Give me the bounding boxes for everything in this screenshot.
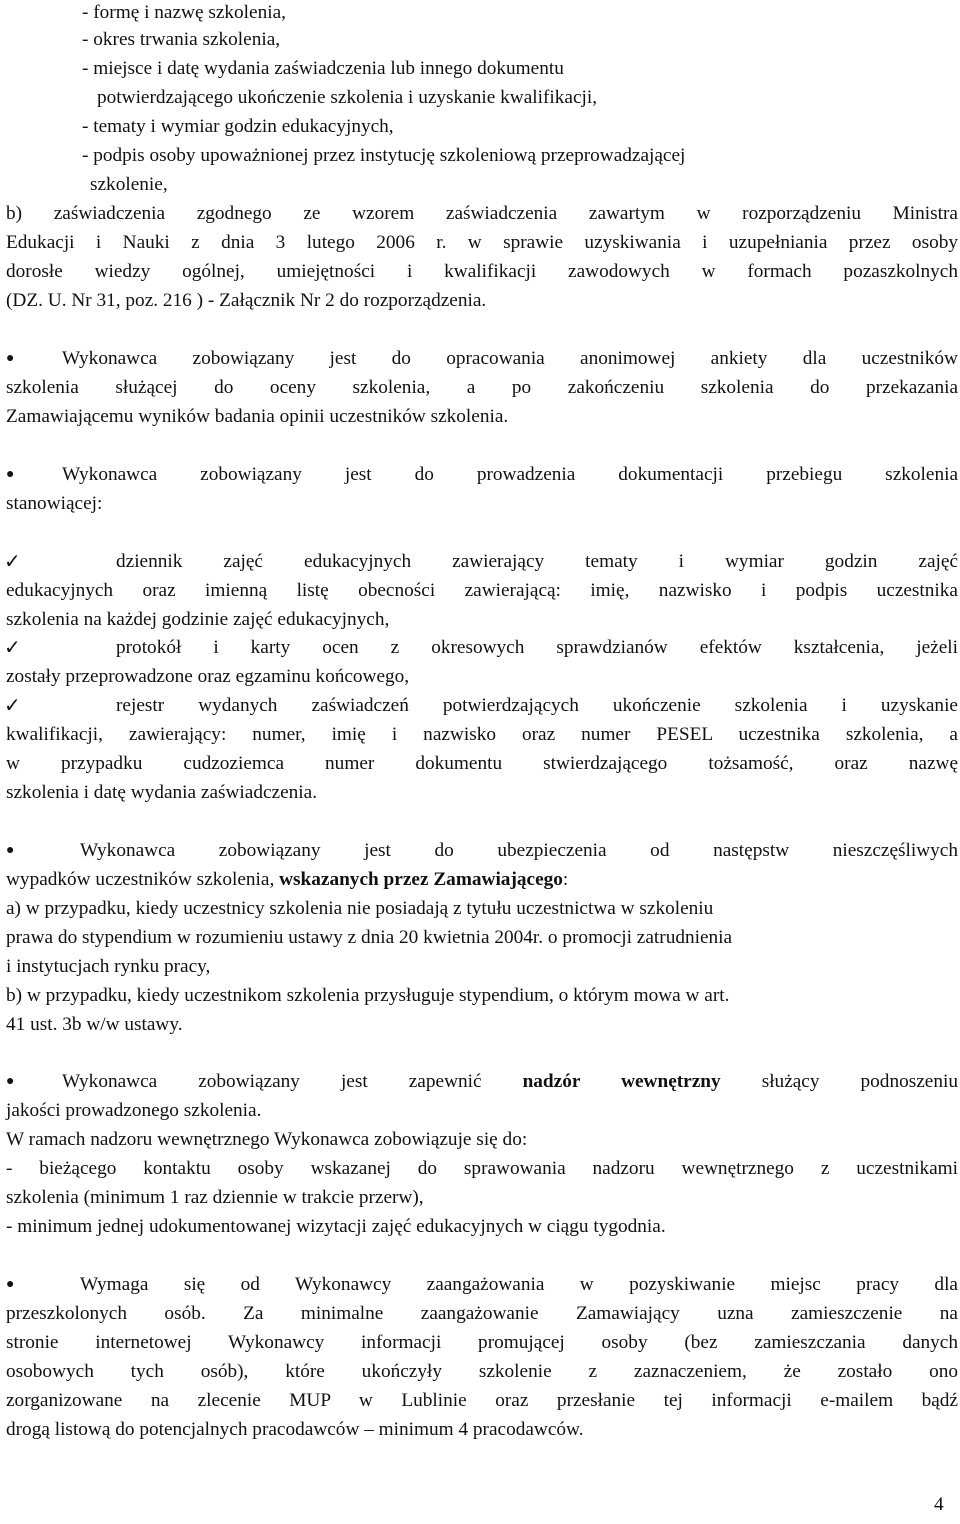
bold-text: wskazanych przez Zamawiającego	[279, 869, 563, 890]
text-span: wypadków uczestników szkolenia,	[6, 869, 280, 890]
paragraph-line: drogą listową do potencjalnych pracodawców – minimum 4 pracodawców.	[6, 1419, 584, 1440]
paragraph-line: Wykonawca zobowiązany jest do ubezpieczenia od następstw nieszczęśliwych	[80, 840, 958, 861]
text-span: Wykonawca zobowiązany jest zapewnić	[62, 1071, 523, 1092]
paragraph-line: kwalifikacji, zawierający: numer, imię i nazwisko oraz numer PESEL uczestnika szkolenia, a	[6, 724, 958, 745]
paragraph-line: Edukacji i Nauki z dnia 3 lutego 2006 r. w sprawie uzyskiwania i uzupełniania przez osoby	[6, 232, 958, 253]
paragraph-line: (DZ. U. Nr 31, poz. 216 ) - Załącznik Nr 2 do rozporządzenia.	[6, 290, 487, 311]
bold-text: nadzór wewnętrzny	[522, 1071, 721, 1092]
paragraph-line: dorosłe wiedzy ogólnej, umiejętności i kwalifikacji zawodowych w formach pozaszkolnych	[6, 261, 958, 282]
paragraph-line	[6, 867, 568, 893]
list-item: - formę i nazwę szkolenia,	[82, 2, 286, 23]
list-item: - okres trwania szkolenia,	[82, 29, 281, 50]
list-item-continuation: szkolenie,	[90, 174, 168, 195]
paragraph-line: przeszkolonych osób. Za minimalne zaangażowanie Zamawiający uzna zamieszczenie na	[6, 1303, 958, 1324]
paragraph-line: - minimum jednej udokumentowanej wizytacji zajęć edukacyjnych w ciągu tygodnia.	[6, 1216, 666, 1237]
bullet-icon: ●	[6, 1277, 15, 1292]
paragraph-line: Zamawiającemu wyników badania opinii uczestników szkolenia.	[6, 406, 509, 427]
paragraph-line: zorganizowane na zlecenie MUP w Lublinie oraz przesłanie tej informacji e-mailem bądź	[6, 1390, 958, 1411]
bullet-icon: ●	[6, 351, 15, 366]
paragraph-line: 41 ust. 3b w/w ustawy.	[6, 1014, 183, 1035]
list-item: - miejsce i datę wydania zaświadczenia lub innego dokumentu	[82, 58, 564, 79]
paragraph-line: - bieżącego kontaktu osoby wskazanej do sprawowania nadzoru wewnętrznego z uczestnikami	[6, 1158, 958, 1179]
bullet-icon: ●	[6, 843, 15, 858]
list-item-continuation: potwierdzającego ukończenie szkolenia i uzyskanie kwalifikacji,	[97, 87, 598, 108]
paragraph-line: dziennik zajęć edukacyjnych zawierający tematy i wymiar godzin zajęć	[116, 551, 958, 572]
paragraph-line: Wykonawca zobowiązany jest do opracowania anonimowej ankiety dla uczestników	[62, 348, 958, 369]
list-item: - tematy i wymiar godzin edukacyjnych,	[82, 116, 394, 137]
text-span: służący podnoszeniu	[720, 1071, 958, 1092]
checkmark-icon: ✓	[4, 635, 21, 659]
paragraph-line: prawa do stypendium w rozumieniu ustawy z dnia 20 kwietnia 2004r. o promocji zatrudnienia	[6, 927, 733, 948]
paragraph-line: szkolenia i datę wydania zaświadczenia.	[6, 782, 318, 803]
paragraph-line: jakości prowadzonego szkolenia.	[6, 1100, 262, 1121]
paragraph-line: rejestr wydanych zaświadczeń potwierdzających ukończenie szkolenia i uzyskanie	[116, 695, 958, 716]
list-item: - podpis osoby upoważnionej przez instytucję szkoleniową przeprowadzającej	[82, 145, 686, 166]
paragraph-line: protokół i karty ocen z okresowych sprawdzianów efektów kształcenia, jeżeli	[116, 637, 958, 658]
paragraph-line: szkolenia (minimum 1 raz dziennie w trakcie przerw),	[6, 1187, 424, 1208]
bullet-icon: ●	[6, 467, 15, 482]
bullet-icon: ●	[6, 1074, 15, 1089]
page-number: 4	[934, 1494, 944, 1515]
paragraph-line: osobowych tych osób), które ukończyły szkolenie z zaznaczeniem, że zostało ono	[6, 1361, 958, 1382]
paragraph-line: w przypadku cudzoziemca numer dokumentu stwierdzającego tożsamość, oraz nazwę	[6, 753, 958, 774]
paragraph-line: szkolenia służącej do oceny szkolenia, a po zakończeniu szkolenia do przekazania	[6, 377, 958, 398]
paragraph-line: Wymaga się od Wykonawcy zaangażowania w pozyskiwanie miejsc pracy dla	[80, 1274, 958, 1295]
paragraph-line: Wykonawca zobowiązany jest do prowadzenia dokumentacji przebiegu szkolenia	[62, 464, 958, 485]
paragraph-line: a) w przypadku, kiedy uczestnicy szkolenia nie posiadają z tytułu uczestnictwa w szkoleniu	[6, 898, 714, 919]
text-span: :	[562, 869, 569, 890]
paragraph-line: b) w przypadku, kiedy uczestnikom szkolenia przysługuje stypendium, o którym mowa w art.	[6, 985, 730, 1006]
paragraph-line: zostały przeprowadzone oraz egzaminu końcowego,	[6, 666, 410, 687]
paragraph-line: i instytucjach rynku pracy,	[6, 956, 211, 977]
paragraph-line: szkolenia na każdej godzinie zajęć edukacyjnych,	[6, 609, 390, 630]
paragraph-line	[62, 1069, 958, 1095]
checkmark-icon: ✓	[4, 549, 21, 573]
paragraph-line: stanowiącej:	[6, 493, 103, 514]
checkmark-icon: ✓	[4, 693, 21, 717]
paragraph-line: b) zaświadczenia zgodnego ze wzorem zaświadczenia zawartym w rozporządzeniu Ministra	[6, 203, 958, 224]
paragraph-line: stronie internetowej Wykonawcy informacji promującej osoby (bez zamieszczania danych	[6, 1332, 958, 1353]
paragraph-line: edukacyjnych oraz imienną listę obecności zawierającą: imię, nazwisko i podpis uczestnika	[6, 580, 958, 601]
paragraph-line: W ramach nadzoru wewnętrznego Wykonawca zobowiązuje się do:	[6, 1129, 528, 1150]
